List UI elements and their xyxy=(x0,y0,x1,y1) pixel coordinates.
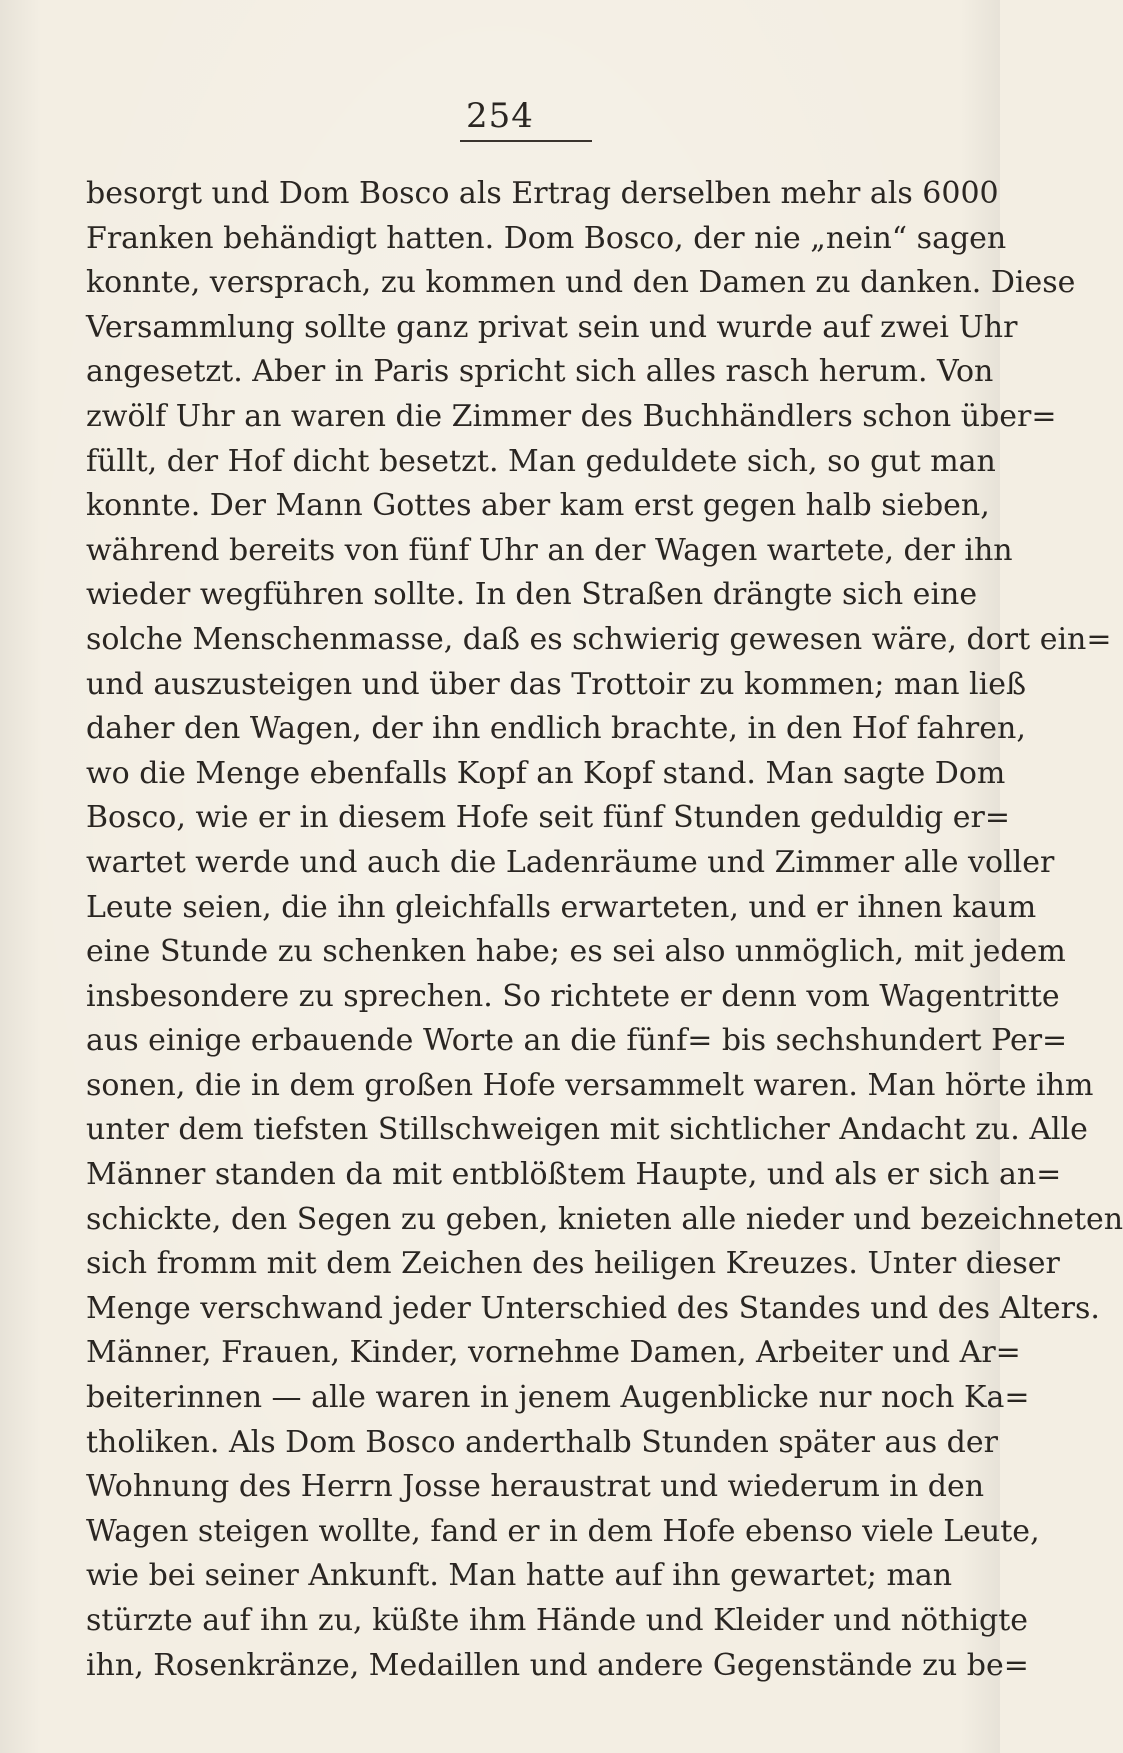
text-line: Franken behändigt hatten. Dom Bosco, der nie „nein“ sagen xyxy=(86,220,1007,256)
text-line: sonen, die in dem großen Hofe versammelt waren. Man hörte ihm xyxy=(86,1067,1094,1103)
text-line: stürzte auf ihn zu, küßte ihm Hände und Kleider und nöthigte xyxy=(86,1603,1029,1638)
text-line: Männer, Frauen, Kinder, vornehme Damen, Arbeiter und Ar= xyxy=(86,1335,1021,1371)
text-line: beiterinnen — alle waren in jenem Augenblicke nur noch Ka= xyxy=(86,1380,1030,1416)
text-line: schickte, den Segen zu geben, knieten alle nieder und bezeichneten xyxy=(86,1201,1123,1237)
text-line: Menge verschwand jeder Unterschied des Standes und des Alters. xyxy=(86,1290,1100,1326)
text-line: solche Menschenmasse, daß es schwierig gewesen wäre, dort ein= xyxy=(86,621,1112,657)
text-line: Leute seien, die ihn gleichfalls erwarteten, und er ihnen kaum xyxy=(86,889,1037,925)
header-rule xyxy=(460,140,592,142)
body-text xyxy=(86,172,1123,1688)
text-line: konnte. Der Mann Gottes aber kam erst gegen halb sieben, xyxy=(86,488,990,524)
text-line: ihn, Rosenkränze, Medaillen und andere Gegenstände zu be= xyxy=(86,1647,1029,1683)
text-line: Versammlung sollte ganz privat sein und wurde auf zwei Uhr xyxy=(86,309,1018,345)
text-line: und auszusteigen und über das Trottoir zu kommen; man ließ xyxy=(86,666,1027,702)
text-line: Männer standen da mit entblößtem Haupte, und als er sich an= xyxy=(86,1157,1062,1193)
text-line: Wohnung des Herrn Josse heraustrat und wiederum in den xyxy=(86,1469,985,1505)
text-line: insbesondere zu sprechen. So richtete er denn vom Wagentritte xyxy=(86,978,1060,1014)
text-line: daher den Wagen, der ihn endlich brachte, in den Hof fahren, xyxy=(86,711,1026,747)
text-line: wo die Menge ebenfalls Kopf an Kopf stand. Man sagte Dom xyxy=(86,755,1006,791)
text-line: Wagen steigen wollte, fand er in dem Hofe ebenso viele Leute, xyxy=(86,1513,1040,1549)
text-line: unter dem tiefsten Stillschweigen mit sichtlicher Andacht zu. Alle xyxy=(86,1112,1088,1148)
page-number: 254 xyxy=(466,96,534,136)
text-line: wie bei seiner Ankunft. Man hatte auf ihn gewartet; man xyxy=(86,1558,953,1594)
text-line: aus einige erbauende Worte an die fünf= bis sechshundert Per= xyxy=(86,1023,1068,1059)
text-line: Bosco, wie er in diesem Hofe seit fünf Stunden geduldig er= xyxy=(86,800,1011,836)
text-line: wartet werde und auch die Ladenräume und Zimmer alle voller xyxy=(86,844,1055,880)
text-line: sich fromm mit dem Zeichen des heiligen Kreuzes. Unter dieser xyxy=(86,1246,1060,1282)
text-line: zwölf Uhr an waren die Zimmer des Buchhändlers schon über= xyxy=(86,398,1057,434)
text-line: während bereits von fünf Uhr an der Wagen wartete, der ihn xyxy=(86,532,1013,568)
text-line: besorgt und Dom Bosco als Ertrag derselben mehr als 6000 xyxy=(86,176,999,211)
text-line: tholiken. Als Dom Bosco anderthalb Stunden später aus der xyxy=(86,1424,998,1460)
text-line: wieder wegführen sollte. In den Straßen drängte sich eine xyxy=(86,577,978,613)
text-line: füllt, der Hof dicht besetzt. Man geduldete sich, so gut man xyxy=(86,443,996,479)
text-line: angesetzt. Aber in Paris spricht sich alles rasch herum. Von xyxy=(86,354,994,390)
text-line: konnte, versprach, zu kommen und den Damen zu danken. Diese xyxy=(86,265,1076,301)
text-line: eine Stunde zu schenken habe; es sei also unmöglich, mit jedem xyxy=(86,934,1066,970)
